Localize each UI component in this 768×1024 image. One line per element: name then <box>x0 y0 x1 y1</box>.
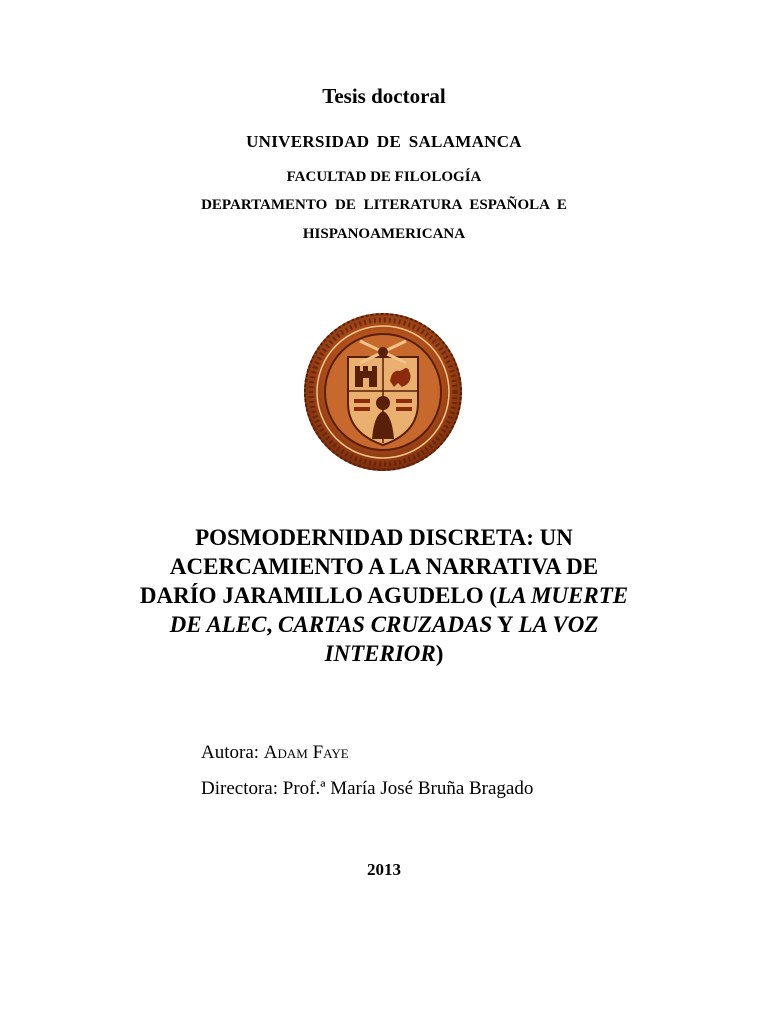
title-work-italic: LA VOZ <box>518 612 599 637</box>
faculty-name: FACULTAD DE FILOLOGÍA <box>286 169 482 185</box>
title-line <box>100 581 668 610</box>
title-work-italic: CARTAS CRUZADAS <box>278 612 493 637</box>
title-line: POSMODERNIDAD DISCRETA: UN <box>195 525 573 550</box>
university-name: UNIVERSIDAD DE SALAMANCA <box>246 132 522 151</box>
title-line: ACERCAMIENTO A LA NARRATIVA DE <box>169 554 599 579</box>
thesis-label: Tesis doctoral <box>322 84 446 108</box>
title-text: ) <box>435 641 444 666</box>
title-text: DARÍO JARAMILLO AGUDELO ( <box>139 583 498 608</box>
director-label: Directora: <box>201 778 283 799</box>
title-work-italic: LA MUERTE <box>497 583 629 608</box>
author-line <box>201 742 349 764</box>
title-text: , <box>266 612 279 637</box>
title-line <box>100 610 668 639</box>
university-seal-icon <box>302 311 464 473</box>
title-work-italic: INTERIOR <box>324 641 436 666</box>
author-name: Adam Faye <box>263 742 349 763</box>
department-name-line2: HISPANOAMERICANA <box>302 226 466 242</box>
year: 2013 <box>367 860 401 879</box>
author-label: Autora: <box>201 742 264 763</box>
title-work-italic: DE ALEC <box>169 612 267 637</box>
title-text: Y <box>492 612 519 637</box>
director-line <box>201 778 533 800</box>
thesis-title <box>100 523 668 668</box>
title-line <box>100 639 668 668</box>
director-name: Prof.ª María José Bruña Bragado <box>282 778 534 799</box>
department-name-line1: DEPARTAMENTO DE LITERATURA ESPAÑOLA E <box>201 197 567 213</box>
